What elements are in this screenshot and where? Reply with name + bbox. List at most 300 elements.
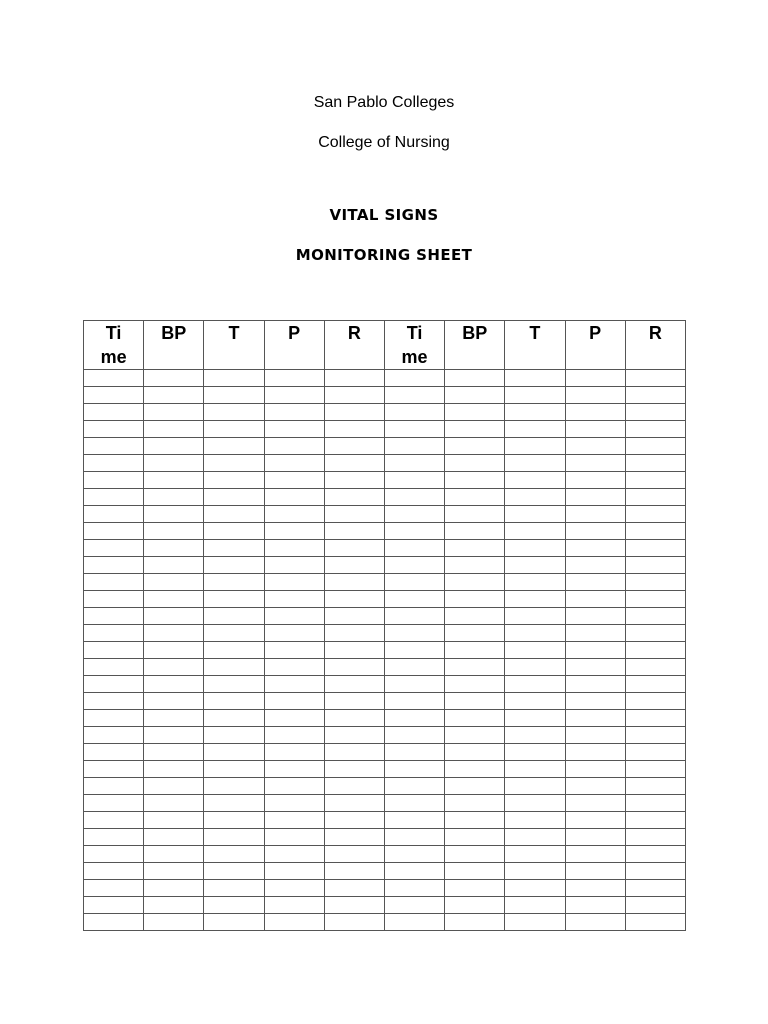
table-cell: [505, 574, 565, 591]
table-cell: [565, 727, 625, 744]
table-cell: [625, 489, 685, 506]
table-cell: [264, 897, 324, 914]
table-cell: [324, 795, 384, 812]
table-cell: [625, 591, 685, 608]
table-cell: [264, 642, 324, 659]
table-cell: [565, 829, 625, 846]
table-cell: [84, 812, 144, 829]
table-cell: [505, 608, 565, 625]
table-cell: [625, 370, 685, 387]
table-row: [84, 829, 686, 846]
table-cell: [324, 846, 384, 863]
table-cell: [144, 455, 204, 472]
table-cell: [324, 421, 384, 438]
table-cell: [144, 914, 204, 931]
table-cell: [84, 472, 144, 489]
table-cell: [445, 506, 505, 523]
table-cell: [625, 795, 685, 812]
table-cell: [384, 438, 444, 455]
table-row: [84, 642, 686, 659]
table-cell: [505, 693, 565, 710]
table-row: [84, 370, 686, 387]
table-cell: [324, 625, 384, 642]
table-row: [84, 387, 686, 404]
table-cell: [565, 846, 625, 863]
table-row: [84, 625, 686, 642]
table-cell: [565, 540, 625, 557]
table-cell: [625, 523, 685, 540]
table-cell: [445, 761, 505, 778]
table-cell: [324, 506, 384, 523]
table-cell: [505, 591, 565, 608]
table-cell: [204, 829, 264, 846]
table-row: [84, 591, 686, 608]
table-cell: [84, 370, 144, 387]
table-cell: [445, 880, 505, 897]
table-cell: [324, 404, 384, 421]
table-cell: [445, 608, 505, 625]
table-cell: [84, 880, 144, 897]
table-cell: [204, 642, 264, 659]
table-cell: [84, 659, 144, 676]
table-cell: [384, 676, 444, 693]
table-cell: [204, 778, 264, 795]
table-cell: [144, 744, 204, 761]
column-header-bp: BP: [144, 321, 204, 370]
table-cell: [204, 608, 264, 625]
column-header-time: [84, 321, 144, 370]
table-cell: [144, 404, 204, 421]
table-cell: [505, 455, 565, 472]
table-cell: [264, 676, 324, 693]
table-row: [84, 472, 686, 489]
table-cell: [625, 438, 685, 455]
table-cell: [84, 744, 144, 761]
table-row: [84, 897, 686, 914]
table-cell: [264, 472, 324, 489]
table-cell: [144, 829, 204, 846]
table-cell: [445, 676, 505, 693]
table-cell: [445, 472, 505, 489]
table-row: [84, 710, 686, 727]
table-cell: [445, 710, 505, 727]
table-cell: [445, 387, 505, 404]
table-cell: [384, 863, 444, 880]
table-cell: [264, 863, 324, 880]
table-cell: [324, 642, 384, 659]
table-cell: [565, 574, 625, 591]
table-cell: [84, 829, 144, 846]
table-cell: [144, 795, 204, 812]
table-cell: [445, 846, 505, 863]
table-cell: [144, 863, 204, 880]
table-cell: [565, 744, 625, 761]
table-cell: [445, 574, 505, 591]
table-cell: [84, 438, 144, 455]
table-cell: [565, 897, 625, 914]
table-cell: [324, 591, 384, 608]
table-cell: [384, 812, 444, 829]
table-cell: [384, 795, 444, 812]
table-cell: [505, 421, 565, 438]
table-cell: [565, 642, 625, 659]
table-cell: [505, 659, 565, 676]
table-cell: [384, 744, 444, 761]
table-cell: [625, 676, 685, 693]
table-cell: [445, 557, 505, 574]
table-cell: [84, 540, 144, 557]
sheet-title-line2: MONITORING SHEET: [295, 246, 473, 264]
table-cell: [505, 540, 565, 557]
table-cell: [144, 506, 204, 523]
table-cell: [445, 914, 505, 931]
table-cell: [384, 591, 444, 608]
table-cell: [204, 489, 264, 506]
table-cell: [84, 863, 144, 880]
table-cell: [505, 812, 565, 829]
table-cell: [445, 404, 505, 421]
table-cell: [204, 574, 264, 591]
table-cell: [264, 778, 324, 795]
table-cell: [264, 812, 324, 829]
table-cell: [625, 710, 685, 727]
table-cell: [324, 659, 384, 676]
table-cell: [84, 914, 144, 931]
table-cell: [384, 523, 444, 540]
table-cell: [565, 523, 625, 540]
column-header-label: Time: [100, 323, 127, 367]
table-cell: [144, 557, 204, 574]
table-cell: [384, 710, 444, 727]
table-cell: [324, 829, 384, 846]
table-cell: [324, 880, 384, 897]
table-cell: [204, 370, 264, 387]
table-cell: [565, 489, 625, 506]
table-cell: [505, 795, 565, 812]
table-cell: [324, 557, 384, 574]
table-cell: [204, 540, 264, 557]
table-cell: [565, 659, 625, 676]
table-cell: [445, 370, 505, 387]
table-body: [84, 370, 686, 931]
column-header-r: R: [625, 321, 685, 370]
table-cell: [565, 676, 625, 693]
table-row: [84, 557, 686, 574]
table-cell: [264, 608, 324, 625]
table-cell: [445, 489, 505, 506]
table-cell: [204, 455, 264, 472]
table-cell: [505, 625, 565, 642]
table-cell: [384, 693, 444, 710]
table-cell: [625, 404, 685, 421]
table-cell: [445, 897, 505, 914]
table-cell: [625, 540, 685, 557]
table-cell: [144, 778, 204, 795]
table-cell: [505, 557, 565, 574]
table-cell: [264, 455, 324, 472]
table-cell: [264, 727, 324, 744]
table-row: [84, 727, 686, 744]
table-cell: [324, 914, 384, 931]
table-row: [84, 421, 686, 438]
table-cell: [324, 812, 384, 829]
table-cell: [144, 812, 204, 829]
table-row: [84, 880, 686, 897]
table-cell: [625, 761, 685, 778]
table-cell: [384, 421, 444, 438]
table-cell: [204, 591, 264, 608]
table-cell: [204, 557, 264, 574]
table-cell: [445, 829, 505, 846]
table-cell: [625, 812, 685, 829]
table-cell: [324, 523, 384, 540]
table-cell: [384, 387, 444, 404]
table-cell: [144, 880, 204, 897]
table-cell: [144, 846, 204, 863]
table-cell: [324, 761, 384, 778]
table-cell: [324, 710, 384, 727]
table-cell: [625, 863, 685, 880]
table-cell: [625, 846, 685, 863]
table-cell: [625, 693, 685, 710]
table-cell: [324, 897, 384, 914]
table-cell: [565, 625, 625, 642]
table-cell: [445, 421, 505, 438]
table-cell: [264, 523, 324, 540]
table-cell: [625, 897, 685, 914]
table-cell: [445, 812, 505, 829]
table-cell: [144, 591, 204, 608]
table-cell: [144, 761, 204, 778]
table-cell: [264, 659, 324, 676]
table-cell: [324, 574, 384, 591]
table-row: [84, 761, 686, 778]
table-cell: [384, 557, 444, 574]
table-cell: [264, 540, 324, 557]
institution-name: San Pablo Colleges: [313, 94, 455, 111]
table-cell: [505, 727, 565, 744]
vital-signs-table: [83, 320, 686, 931]
table-cell: [264, 438, 324, 455]
table-cell: [84, 506, 144, 523]
table-cell: [144, 472, 204, 489]
table-cell: [84, 557, 144, 574]
table-cell: [505, 880, 565, 897]
table-cell: [625, 778, 685, 795]
table-cell: [324, 370, 384, 387]
table-cell: [204, 659, 264, 676]
table-cell: [384, 455, 444, 472]
table-cell: [204, 812, 264, 829]
table-row: [84, 438, 686, 455]
table-cell: [505, 778, 565, 795]
table-cell: [565, 812, 625, 829]
table-cell: [565, 472, 625, 489]
table-cell: [264, 557, 324, 574]
table-row: [84, 455, 686, 472]
table-cell: [264, 489, 324, 506]
table-cell: [144, 642, 204, 659]
table-cell: [565, 608, 625, 625]
table-cell: [565, 880, 625, 897]
table-cell: [204, 744, 264, 761]
table-cell: [144, 489, 204, 506]
table-cell: [625, 744, 685, 761]
table-cell: [84, 489, 144, 506]
table-cell: [625, 608, 685, 625]
table-row: [84, 846, 686, 863]
table-cell: [565, 455, 625, 472]
table-cell: [505, 472, 565, 489]
table-row: [84, 659, 686, 676]
table-cell: [264, 404, 324, 421]
table-cell: [625, 829, 685, 846]
table-cell: [84, 676, 144, 693]
table-cell: [505, 676, 565, 693]
table-cell: [84, 846, 144, 863]
table-cell: [84, 608, 144, 625]
table-cell: [505, 897, 565, 914]
column-header-bp: BP: [445, 321, 505, 370]
table-cell: [384, 489, 444, 506]
table-cell: [204, 506, 264, 523]
table-cell: [264, 387, 324, 404]
table-cell: [324, 863, 384, 880]
table-cell: [264, 846, 324, 863]
table-row: [84, 506, 686, 523]
table-cell: [324, 727, 384, 744]
table-row: [84, 404, 686, 421]
table-row: [84, 693, 686, 710]
table-cell: [84, 778, 144, 795]
table-cell: [84, 761, 144, 778]
table-cell: [204, 693, 264, 710]
table-header-row: [84, 321, 686, 370]
table-cell: [144, 421, 204, 438]
table-cell: [84, 642, 144, 659]
table-cell: [565, 710, 625, 727]
table-cell: [505, 642, 565, 659]
table-cell: [625, 472, 685, 489]
table-cell: [84, 897, 144, 914]
table-cell: [144, 574, 204, 591]
table-cell: [264, 744, 324, 761]
table-cell: [445, 778, 505, 795]
table-cell: [204, 863, 264, 880]
table-cell: [625, 455, 685, 472]
table-cell: [324, 387, 384, 404]
table-cell: [625, 387, 685, 404]
table-cell: [625, 506, 685, 523]
table-cell: [204, 795, 264, 812]
table-cell: [445, 438, 505, 455]
table-cell: [204, 523, 264, 540]
table-cell: [324, 540, 384, 557]
table-cell: [324, 438, 384, 455]
table-cell: [84, 625, 144, 642]
column-header-p: P: [264, 321, 324, 370]
table-cell: [324, 676, 384, 693]
table-cell: [625, 557, 685, 574]
table-cell: [324, 608, 384, 625]
table-cell: [204, 404, 264, 421]
table-cell: [445, 625, 505, 642]
table-cell: [565, 863, 625, 880]
table-cell: [384, 625, 444, 642]
column-header-t: T: [204, 321, 264, 370]
table-cell: [505, 710, 565, 727]
table-cell: [445, 523, 505, 540]
table-cell: [505, 523, 565, 540]
table-cell: [204, 676, 264, 693]
college-name: College of Nursing: [318, 134, 450, 151]
table-cell: [505, 914, 565, 931]
table-cell: [144, 693, 204, 710]
table-cell: [84, 387, 144, 404]
table-cell: [565, 557, 625, 574]
column-header-label: Time: [401, 323, 428, 367]
table-cell: [144, 438, 204, 455]
table-cell: [144, 659, 204, 676]
table-cell: [204, 472, 264, 489]
table-cell: [264, 574, 324, 591]
table-row: [84, 608, 686, 625]
table-cell: [204, 421, 264, 438]
table-cell: [84, 455, 144, 472]
table-cell: [384, 778, 444, 795]
table-cell: [625, 659, 685, 676]
sheet-title-line1: VITAL SIGNS: [329, 206, 439, 224]
table-cell: [565, 914, 625, 931]
table-cell: [264, 625, 324, 642]
table-cell: [384, 659, 444, 676]
table-cell: [204, 625, 264, 642]
table-cell: [505, 761, 565, 778]
table-cell: [565, 404, 625, 421]
table-cell: [625, 642, 685, 659]
table-cell: [445, 540, 505, 557]
table-cell: [384, 914, 444, 931]
table-cell: [264, 829, 324, 846]
table-cell: [324, 778, 384, 795]
table-cell: [384, 574, 444, 591]
table-row: [84, 744, 686, 761]
table-cell: [384, 472, 444, 489]
table-cell: [84, 591, 144, 608]
table-cell: [565, 438, 625, 455]
table-cell: [505, 370, 565, 387]
table-cell: [204, 880, 264, 897]
table-cell: [204, 727, 264, 744]
table-cell: [505, 438, 565, 455]
table-row: [84, 914, 686, 931]
table-cell: [204, 914, 264, 931]
table-cell: [445, 744, 505, 761]
table-row: [84, 795, 686, 812]
table-cell: [505, 387, 565, 404]
table-cell: [445, 693, 505, 710]
table-cell: [625, 574, 685, 591]
table-cell: [144, 608, 204, 625]
table-cell: [384, 880, 444, 897]
table-cell: [445, 591, 505, 608]
table-cell: [204, 387, 264, 404]
table-cell: [565, 693, 625, 710]
table-cell: [565, 778, 625, 795]
table-cell: [565, 506, 625, 523]
table-cell: [625, 880, 685, 897]
table-cell: [264, 880, 324, 897]
